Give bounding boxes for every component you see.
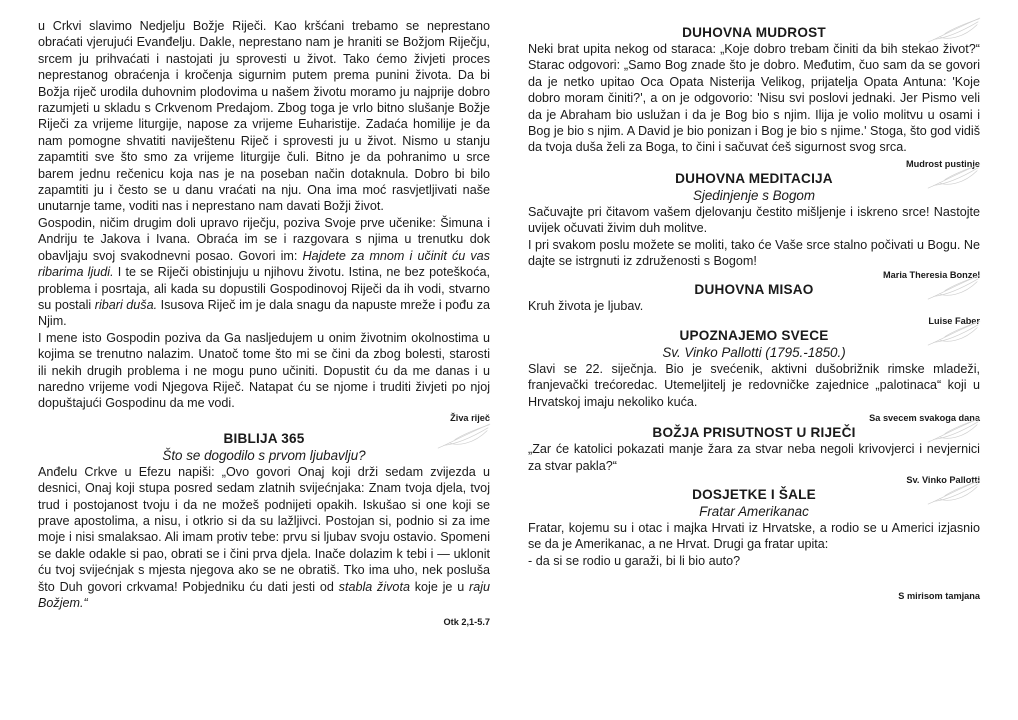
- dosjetke-text-1: Fratar, kojemu su i otac i majka Hrvati iz Hrvatske, a rodio se u Americi izjasnio se da je Amerikanac, a ne Hrvat. Drugi ga fratar upita:: [528, 520, 980, 552]
- dosjetke-subtitle: Fratar Amerikanac: [699, 503, 809, 519]
- heading-dosjetke: DOSJETKE I ŠALE: [528, 486, 980, 503]
- biblija-text: Anđelu Crkve u Efezu napiši: „Ovo govori Onaj koji drži sedam zvijezda u desnici, Onaj koji stupa posred sedam zlatnih svijećnjaka: Znam tvoja djela, tvoj trud i postojanost tvoju i da ne možeš podnijeti opakih. Iskušao si one koji se prave apostolima, a nisu, i otkrio si da su lažljivci. Postojan si, podnio si za ime moje i nisi smalaksao. Ali imam protiv tebe: prvu si ljubav svoju ostavio. Spomeni se dakle odakle si pao, obrati se i čini prva djela. Inače dolazim k tebi i — uklonit ću tvoj svijećnjak s mjesta njegova ako se ne obratiš. Tko ima uho, nek posluša što Duh govori crkvama! Pobjedniku ću dati jesti od stabla života koje je u raju Božjem.“: [38, 464, 490, 610]
- heading-biblija-365: BIBLIJA 365: [38, 430, 490, 447]
- heading-bozja-prisutnost: BOŽJA PRISUTNOST U RIJEČI: [528, 424, 980, 441]
- svece-subtitle: Sv. Vinko Pallotti (1795.-1850.): [662, 344, 846, 360]
- prisutnost-text: „Zar će katolici pokazati manje žara za stvar neba negoli krivovjerci i nevjernici za stvar pakla?“: [528, 442, 980, 473]
- meditacija-subtitle: Sjedinjenje s Bogom: [692, 187, 816, 203]
- source-otk: Otk 2,1-5.7: [443, 617, 490, 628]
- feather-icon: [926, 478, 982, 508]
- feather-icon: [436, 422, 492, 452]
- mudrost-text: Neki brat upita nekog od staraca: „Koje dobro trebam činiti da bih stekao život?“ Starac odgovori: „Samo Bog znade što je dobro. Međutim, čuo sam da se govori da je netko upitao Oca Opata Nisterija Velikog, prijatelja Opata Antuna: 'Koje dobro moram činiti?', a on je odgovorio: 'Nisu svi poslovi jednaki. Jer Pismo veli da je Abraham bio uslužan i da je Bog bio s njim. Ilija je volio molitvu u osami i Bog je bio s njim. A David je bio ponizan i Bog je bio s njime.' Stoga, što god vidiš da tvoja duša želi za Boga, to čini i sačuvat ćeš sigurnost svog srca.: [528, 42, 980, 155]
- source-mudrost-pustinje: Mudrost pustinje: [905, 158, 980, 169]
- right-column: [528, 18, 980, 602]
- heading-duhovna-misao: DUHOVNA MISAO: [528, 281, 980, 298]
- follow-paragraph: I mene isto Gospodin poziva da Ga nasljedujem u onim životnim okolnostima u kojima se trenutno nalazim. Unatoč tome što mi se čini da zbog bolesti, starosti ili nekih drugih problema i ne mogu puno učiniti. Dopustit ću da me danas i u naredno vrijeme vodi Njegova Riječ. Natapat ću se njome i truditi živjeti po njoj dopuštajući Gospodinu da me vodi.: [38, 330, 490, 411]
- meditacija-text-1: Sačuvajte pri čitavom vašem djelovanju čestito mišljenje i iskreno srce! Nastojte uvijek očuvati živim duh molitve.: [528, 204, 980, 236]
- source-s-mirisom: S mirisom tamjana: [898, 591, 980, 602]
- feather-icon: [926, 319, 982, 349]
- calling-paragraph: Gospodin, ničim drugim doli upravo riječju, poziva Svoje prve učenike: Šimuna i Andriju te Jakova i Ivana. Obraća im se i razgovara s njima u trenutku dok obavljaju svoj svakodnevni posao. Govori im: Hajdete za mnom i učinit ću vas ribarima ljudi. I te se Riječi obistinjuju u njihovu životu. Istina, ne bez poteškoća, problema i posrtaja, ali kada su dopustili Gospodinovoj Riječi da ih vodi, stvarno su postali ribari duša. Isusova Riječ im je dala snagu da napuste mreže i pođu za Njim.: [38, 215, 490, 329]
- source-faber: Luise Faber: [928, 315, 980, 326]
- source-ziva-rijec: Živa riječ: [450, 412, 490, 423]
- heading-upoznajemo-svece: UPOZNAJEMO SVECE: [528, 327, 980, 344]
- intro-paragraph: u Crkvi slavimo Nedjelju Božje Riječi. Kao kršćani trebamo se neprestano obraćati vjerujući Evanđelju. Dakle, neprestano nam je hraniti se Božjom Riječju, srcem ju prihvaćati i nastojati ju sprovesti u život. Tako ćemo živjeti proces neprestanog obraćenja i kročenja sigurnim putem prema punini života. Da bi Božja riječ urodila duhovnim plodovima u našem životu moramo ju najprije dobro razumjeti u skladu s Crkvenom Predajom. Zbog toga je vrlo bitno slušanje Božje Riječi za vrijeme liturgije, napose za vrijeme Euharistije. Zadaća homilije je da nam pomogne shvatiti naviještenu Riječ i sprovesti ju u život. Nismo u stanju zapamtiti sve što smo za vrijeme liturgije čuli. Bitno je da pohranimo u srce barem jednu rečenicu koja nas je na poseban način dotaknula. Dobro bi bilo zapamtiti ju i često se u danu vraćati na nju. Ona ima moć rasvjetljivati naše unutarnje tame, voditi nas i neprestano nam davati Božji život.: [38, 19, 490, 214]
- dosjetke-text-2: - da si se rodio u garaži, bi li bio auto?: [528, 553, 741, 568]
- heading-duhovna-meditacija: DUHOVNA MEDITACIJA: [528, 170, 980, 187]
- source-sa-svecem: Sa svecem svakoga dana: [869, 413, 980, 424]
- feather-icon: [926, 162, 982, 192]
- biblija-subtitle: Što se dogodilo s prvom ljubavlju?: [162, 447, 366, 463]
- heading-duhovna-mudrost: DUHOVNA MUDROST: [528, 24, 980, 41]
- feather-icon: [926, 16, 982, 46]
- source-pallotti: Sv. Vinko Pallotti: [906, 474, 980, 485]
- misao-text: Kruh života je ljubav.: [528, 299, 644, 314]
- source-bonzel: Maria Theresia Bonzel: [882, 270, 980, 281]
- left-column: [38, 18, 490, 628]
- svece-text: Slavi se 22. siječnja. Bio je svećenik, aktivni dušobrižnik rimske mladeži, franjevački trećoredac. Utemeljitelj je redovničke zajednice „palotinaca“ koji u Hrvatskoj imaju nekoliko kuća.: [528, 361, 980, 409]
- feather-icon: [926, 273, 982, 303]
- feather-icon: [926, 416, 982, 446]
- meditacija-text-2: I pri svakom poslu možete se moliti, tako će Vaše srce stalno počivati u Bogu. Ne dajte se istrgnuti iz združenosti s Bogom!: [528, 237, 980, 269]
